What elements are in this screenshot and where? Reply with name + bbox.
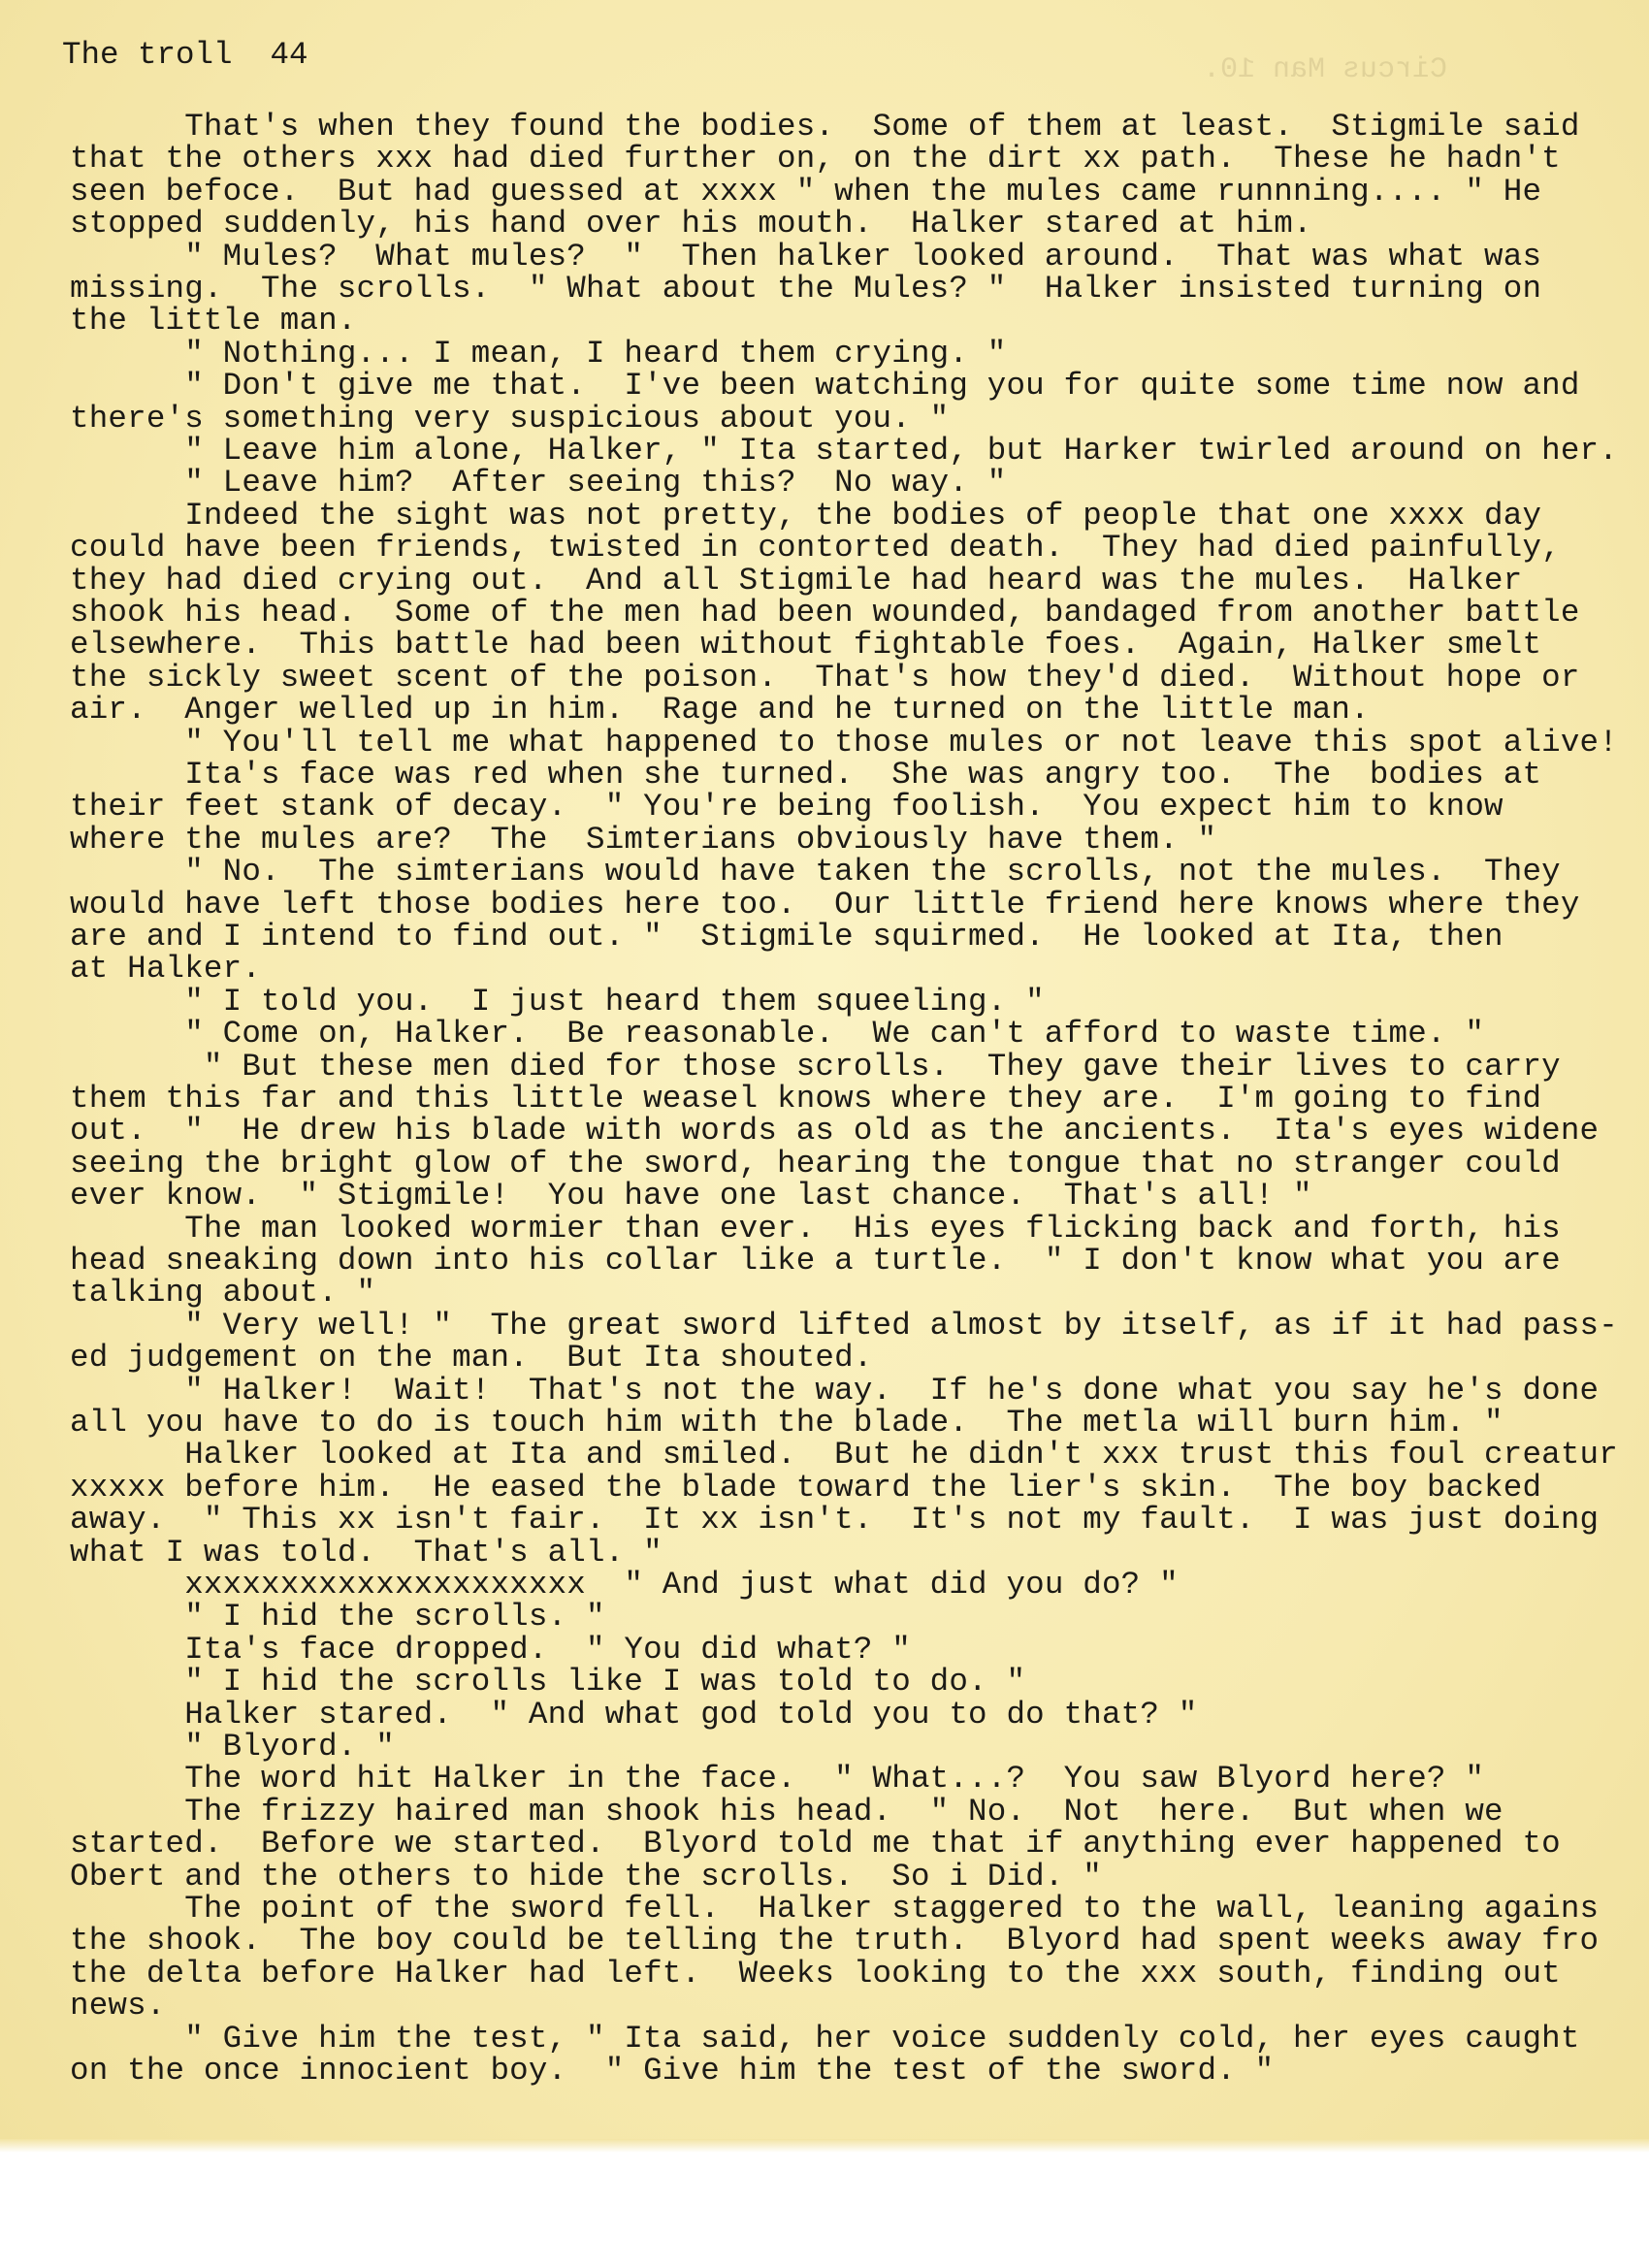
text-line: elsewhere. This battle had been without fightable foes. Again, Halker smelt xyxy=(70,627,1542,664)
text-line: news. xyxy=(70,1988,166,2025)
text-line: shook his head. Some of the men had been wounded, bandaged from another battle xyxy=(70,595,1580,631)
text-line: Halker looked at Ita and smiled. But he didn't xxx trust this foul creatur xyxy=(70,1437,1618,1474)
text-line: Ita's face dropped. " You did what? " xyxy=(70,1631,911,1668)
text-line: " But these men died for those scrolls. They gave their lives to carry xyxy=(70,1048,1561,1085)
text-line: on the once innocient boy. " Give him the test of the sword. " xyxy=(70,2053,1275,2089)
text-line: The point of the sword fell. Halker staggered to the wall, leaning agains xyxy=(70,1891,1600,1927)
text-line: the little man. xyxy=(70,303,357,340)
text-line: their feet stank of decay. " You're being foolish. You expect him to know xyxy=(70,789,1504,826)
story-title: The troll xyxy=(62,37,233,73)
text-line: " Leave him? After seeing this? No way. " xyxy=(70,465,1007,502)
text-line: " Give him the test, " Ita said, her voice suddenly cold, her eyes caught xyxy=(70,2020,1580,2057)
text-line: ever know. " Stigmile! You have one last chance. That's all! " xyxy=(70,1178,1312,1215)
text-line: at Halker. xyxy=(70,951,262,988)
text-line: Ita's face was red when she turned. She was angry too. The bodies at xyxy=(70,757,1542,793)
text-line: where the mules are? The Simterians obviously have them. " xyxy=(70,821,1217,858)
bleed-through-text: Circus Man 10. xyxy=(1203,53,1448,86)
text-line: away. " This xx isn't fair. It xx isn't. It's not my fault. I was just doing xyxy=(70,1502,1600,1539)
text-line: The frizzy haired man shook his head. " No. Not here. But when we xyxy=(70,1793,1504,1830)
text-line: " Come on, Halker. Be reasonable. We can't afford to waste time. " xyxy=(70,1016,1485,1053)
text-line: The word hit Halker in the face. " What...? You saw Blyord here? " xyxy=(70,1761,1485,1798)
text-line: The man looked wormier than ever. His eyes flicking back and forth, his xyxy=(70,1210,1561,1247)
text-line: ed judgement on the man. But Ita shouted. xyxy=(70,1340,873,1377)
text-line: that the others xxx had died further on, on the dirt xx path. These he hadn't xyxy=(70,141,1561,178)
text-line: seeing the bright glow of the sword, hearing the tongue that no stranger could xyxy=(70,1145,1561,1182)
text-line: " I hid the scrolls like I was told to do. " xyxy=(70,1664,1026,1701)
text-line: Halker stared. " And what god told you to do that? " xyxy=(70,1696,1198,1733)
text-line: " Halker! Wait! That's not the way. If he's done what you say he's done xyxy=(70,1372,1600,1409)
text-line: xxxxx before him. He eased the blade toward the lier's skin. The boy backed xyxy=(70,1469,1542,1506)
text-line: all you have to do is touch him with the blade. The metla will burn him. " xyxy=(70,1405,1504,1441)
text-line: are and I intend to find out. " Stigmile squirmed. He looked at Ita, then xyxy=(70,919,1504,955)
text-line: " You'll tell me what happened to those mules or not leave this spot alive! xyxy=(70,724,1618,761)
text-line: That's when they found the bodies. Some of them at least. Stigmile said xyxy=(70,109,1580,145)
text-line: the sickly sweet scent of the poison. That's how they'd died. Without hope or xyxy=(70,659,1580,696)
text-line: " I told you. I just heard them squeeling. " xyxy=(70,983,1045,1020)
text-line: xxxxxxxxxxxxxxxxxxxxx " And just what did you do? " xyxy=(70,1567,1179,1603)
text-line: " Very well! " The great sword lifted almost by itself, as if it had pass- xyxy=(70,1307,1618,1344)
text-line: " No. The simterians would have taken the scrolls, not the mules. They xyxy=(70,854,1561,891)
text-line: the delta before Halker had left. Weeks looking to the xxx south, finding out xyxy=(70,1955,1561,1992)
text-line: missing. The scrolls. " What about the Mules? " Halker insisted turning on xyxy=(70,271,1542,307)
paper-bottom-edge xyxy=(0,2139,1649,2153)
text-line: seen befoce. But had guessed at xxxx " when the mules came runnning.... " He xyxy=(70,173,1542,210)
text-line: what I was told. That's all. " xyxy=(70,1534,663,1571)
text-line: air. Anger welled up in him. Rage and he turned on the little man. xyxy=(70,692,1370,729)
text-line: Obert and the others to hide the scrolls. So i Did. " xyxy=(70,1858,1102,1895)
text-line: the shook. The boy could be telling the truth. Blyord had spent weeks away fro xyxy=(70,1923,1600,1960)
text-line: " Don't give me that. I've been watching you for quite some time now and xyxy=(70,368,1580,405)
text-line: Indeed the sight was not pretty, the bodies of people that one xxxx day xyxy=(70,497,1542,534)
text-line: they had died crying out. And all Stigmile had heard was the mules. Halker xyxy=(70,562,1523,599)
text-line: would have left those bodies here too. Our little friend here knows where they xyxy=(70,886,1580,923)
text-line: " Blyord. " xyxy=(70,1729,395,1765)
text-line: talking about. " xyxy=(70,1275,376,1312)
text-line: started. Before we started. Blyord told me that if anything ever happened to xyxy=(70,1826,1561,1863)
text-line: " Mules? What mules? " Then halker looked around. That was what was xyxy=(70,238,1542,275)
text-line: head sneaking down into his collar like a turtle. " I don't know what you are xyxy=(70,1243,1561,1279)
text-line: " Nothing... I mean, I heard them crying. " xyxy=(70,335,1007,372)
text-line: " Leave him alone, Halker, " Ita started, but Harker twirled around on her. xyxy=(70,433,1618,469)
text-line: them this far and this little weasel knows where they are. I'm going to find xyxy=(70,1081,1542,1117)
page-header xyxy=(62,39,308,72)
text-line: " I hid the scrolls. " xyxy=(70,1599,605,1636)
text-line: stopped suddenly, his hand over his mouth. Halker stared at him. xyxy=(70,206,1312,243)
text-line: out. " He drew his blade with words as old as the ancients. Ita's eyes widene xyxy=(70,1113,1600,1150)
text-line: could have been friends, twisted in contorted death. They had died painfully, xyxy=(70,530,1561,567)
page-number: 44 xyxy=(270,37,308,73)
text-line: there's something very suspicious about you. " xyxy=(70,400,950,437)
